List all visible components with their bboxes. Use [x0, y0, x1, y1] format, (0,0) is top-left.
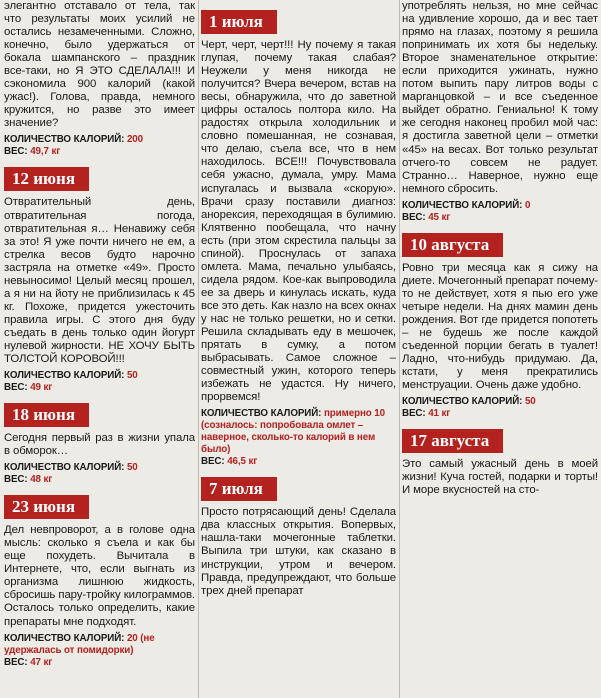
calories-label: КОЛИЧЕСТВО КАЛОРИЙ:	[4, 370, 125, 382]
column-divider-left	[198, 0, 199, 698]
weight-line	[4, 382, 195, 394]
calories-label: КОЛИЧЕСТВО КАЛОРИЙ:	[4, 462, 125, 474]
entry-text: употреблять нельзя, но мне сейчас на удивление хорошо, да и вес тает прямо на глазах, поэтому я решила попринимать их хотя бы недельку. Второе знаменательное открытие: если приходится ужинать, нужно потом выпить пару литров воды с марганцовкой – и все съеденное выйдет обратно. Гениально! К тому же сегодня наконец пробил мой час: я достигла заветной цели – отметки «45» на весах. Вот только результат отчего-то совсем не радует. Странно… Наверное, нужно еще немного сбросить.	[402, 0, 598, 195]
calories-value: 200	[126, 134, 143, 146]
entry-text: Дел невпроворот, а в голове одна мысль: сколько я съела и как бы еще похудеть. Вычитала в Интернете, что, если выгнать из организма лишнюю жидкость, сбросишь пару-тройку килограммов. Осталось только определить, какие препараты мне подходят.	[4, 524, 195, 628]
calories-label: КОЛИЧЕСТВО КАЛОРИЙ:	[201, 408, 322, 420]
calories-line	[4, 462, 195, 474]
calories-label: КОЛИЧЕСТВО КАЛОРИЙ:	[402, 199, 523, 211]
entry-date-heading: 23 июня	[4, 495, 89, 519]
intro-entry	[4, 0, 195, 158]
calories-line	[4, 633, 195, 657]
column-2	[201, 0, 396, 698]
entry-date-heading: 10 августа	[402, 233, 503, 257]
entry-text: Это самый ужасный день в моей жизни! Куча гостей, подарки и торты! И море вкусностей на сто-	[402, 458, 598, 497]
calories-value: 50	[524, 396, 536, 408]
weight-line	[4, 657, 195, 669]
entry-text: элегантно отставало от тела, так что результаты моих усилий не остались незамеченными. Сложно, конечно, было удержаться от бокала шампанского – праздник все-таки, но Я ЭТО СДЕЛАЛА!!! И сэкономила 900 калорий (какой ужас!). Голова, правда, немного кружится, но разве это имеет значение?	[4, 0, 195, 130]
weight-label: ВЕС:	[4, 382, 28, 394]
weight-line	[4, 146, 195, 158]
entry-text: Черт, черт, черт!!! Ну почему я такая глупая, почему такая слабая? Неужели у меня никогда не получится? Вчера вечером, встав на весы, обнаружила, что до заветной цифры осталось полтора кило. На радостях открыла холодильник и словно помешанная, не сознавая, что делаю, съела все, что в нем находилось. ВСЕ!!! Почувствовала себя ужасно, думала, умру. Мама испугалась и вызвала «скорую». Врачи сразу поставили диагноз: анорексия, переходящая в булимию. Клятвенно пообещала, что начну есть (при этом скрестила пальцы за спиной). Проснулась от запаха омлета. Мама, печально улыбаясь, сидела рядом. Кое-как выпроводила ее за дверь и кинулась искать, куда все это деть. Как назло на всех окнах у нас не только решетки, но и сетки. Решила складывать еду в мешочек, прятать в сумку, а потом выбрасывать. Самое сложное – совместный ужин, которого теперь избежать не удастся. Ну ничего, прорвемся!	[201, 39, 396, 404]
diary-entry-17-august	[402, 426, 598, 497]
calories-value: примерно 10 (созналось: попробовала омлет – наверное, сколько-то калорий в нем было)	[201, 408, 385, 456]
weight-line	[402, 212, 598, 224]
weight-label: ВЕС:	[4, 474, 28, 486]
weight-line	[4, 474, 195, 486]
weight-line	[402, 408, 598, 420]
weight-value: 46,5 кг	[227, 456, 258, 468]
column-3	[402, 0, 598, 698]
entry-text: Отвратительный день, отвратительная погода, отвратительная я… Ненавижу себя за это! Я уже почти ничего не ем, а стрелка весов будто нарочно застряла на отметке «49». Просто невыносимо! Целый месяц прошел, а я ни на йоту не приблизилась к 45 кг. Похоже, придется ужесточить правила игры. С этого дня буду съедать в день только один йогурт нулевой жирности. НЕ ХОЧУ БЫТЬ ТОЛСТОЙ КОРОВОЙ!!!	[4, 196, 195, 366]
calories-line	[402, 200, 598, 212]
weight-line	[201, 456, 396, 468]
entry-text: Ровно три месяца как я сижу на диете. Мочегонный препарат почему-то не действует, хотя я пью его уже четыре недели. На днях мамин день рождения. Вот где придется попотеть – не будешь же после каждой съеденной порции бегать в туалет! Ладно, что-нибудь придумаю. Да, кстати, у меня прекратились менструации. Очень даже удобно.	[402, 261, 598, 392]
entry-date-heading: 17 августа	[402, 429, 503, 453]
calories-line	[402, 396, 598, 408]
calories-label: КОЛИЧЕСТВО КАЛОРИЙ:	[402, 396, 523, 408]
calories-label: КОЛИЧЕСТВО КАЛОРИЙ:	[4, 134, 125, 146]
diary-entry-1-july	[201, 0, 396, 468]
weight-label: ВЕС:	[4, 146, 28, 158]
weight-value: 45 кг	[428, 211, 451, 223]
entry-date-heading: 1 июля	[201, 10, 277, 34]
calories-value: 20 (не удержалась от помидорки)	[4, 632, 155, 656]
entry-text: Сегодня первый раз в жизни упала в обморок…	[4, 432, 195, 458]
calories-line	[4, 134, 195, 146]
weight-value: 49 кг	[30, 382, 53, 394]
calories-line	[4, 370, 195, 382]
calories-value: 0	[524, 199, 531, 211]
entry-date-heading: 7 июля	[201, 477, 277, 501]
diary-entry-18-june	[4, 400, 195, 486]
weight-label: ВЕС:	[402, 408, 426, 420]
calories-value: 50	[126, 370, 138, 382]
diary-entry-23-june	[4, 492, 195, 668]
column-divider-right	[399, 0, 400, 698]
calories-value: 50	[126, 462, 138, 474]
weight-value: 48 кг	[30, 474, 53, 486]
entry-date-heading: 18 июня	[4, 403, 89, 427]
entry-date-heading: 12 июня	[4, 167, 89, 191]
continued-entry	[402, 0, 598, 224]
entry-text: Просто потрясающий день! Сделала два классных открытия. Вопервых, нашла-таки мочегонные таблетки. Выпила три штуки, как сказано в инструкции, утром и вечером. Правда, предупреждают, что больше трех дней препарат	[201, 506, 396, 597]
diary-entry-7-july	[201, 474, 396, 597]
weight-value: 41 кг	[428, 408, 451, 420]
weight-value: 47 кг	[30, 656, 53, 668]
diary-entry-10-august	[402, 230, 598, 420]
calories-line	[201, 408, 396, 456]
column-1	[4, 0, 195, 698]
weight-label: ВЕС:	[402, 211, 426, 223]
weight-label: ВЕС:	[201, 456, 225, 468]
weight-label: ВЕС:	[4, 656, 28, 668]
weight-value: 49,7 кг	[30, 146, 61, 158]
calories-label: КОЛИЧЕСТВО КАЛОРИЙ:	[4, 632, 125, 644]
diary-entry-12-june	[4, 164, 195, 394]
